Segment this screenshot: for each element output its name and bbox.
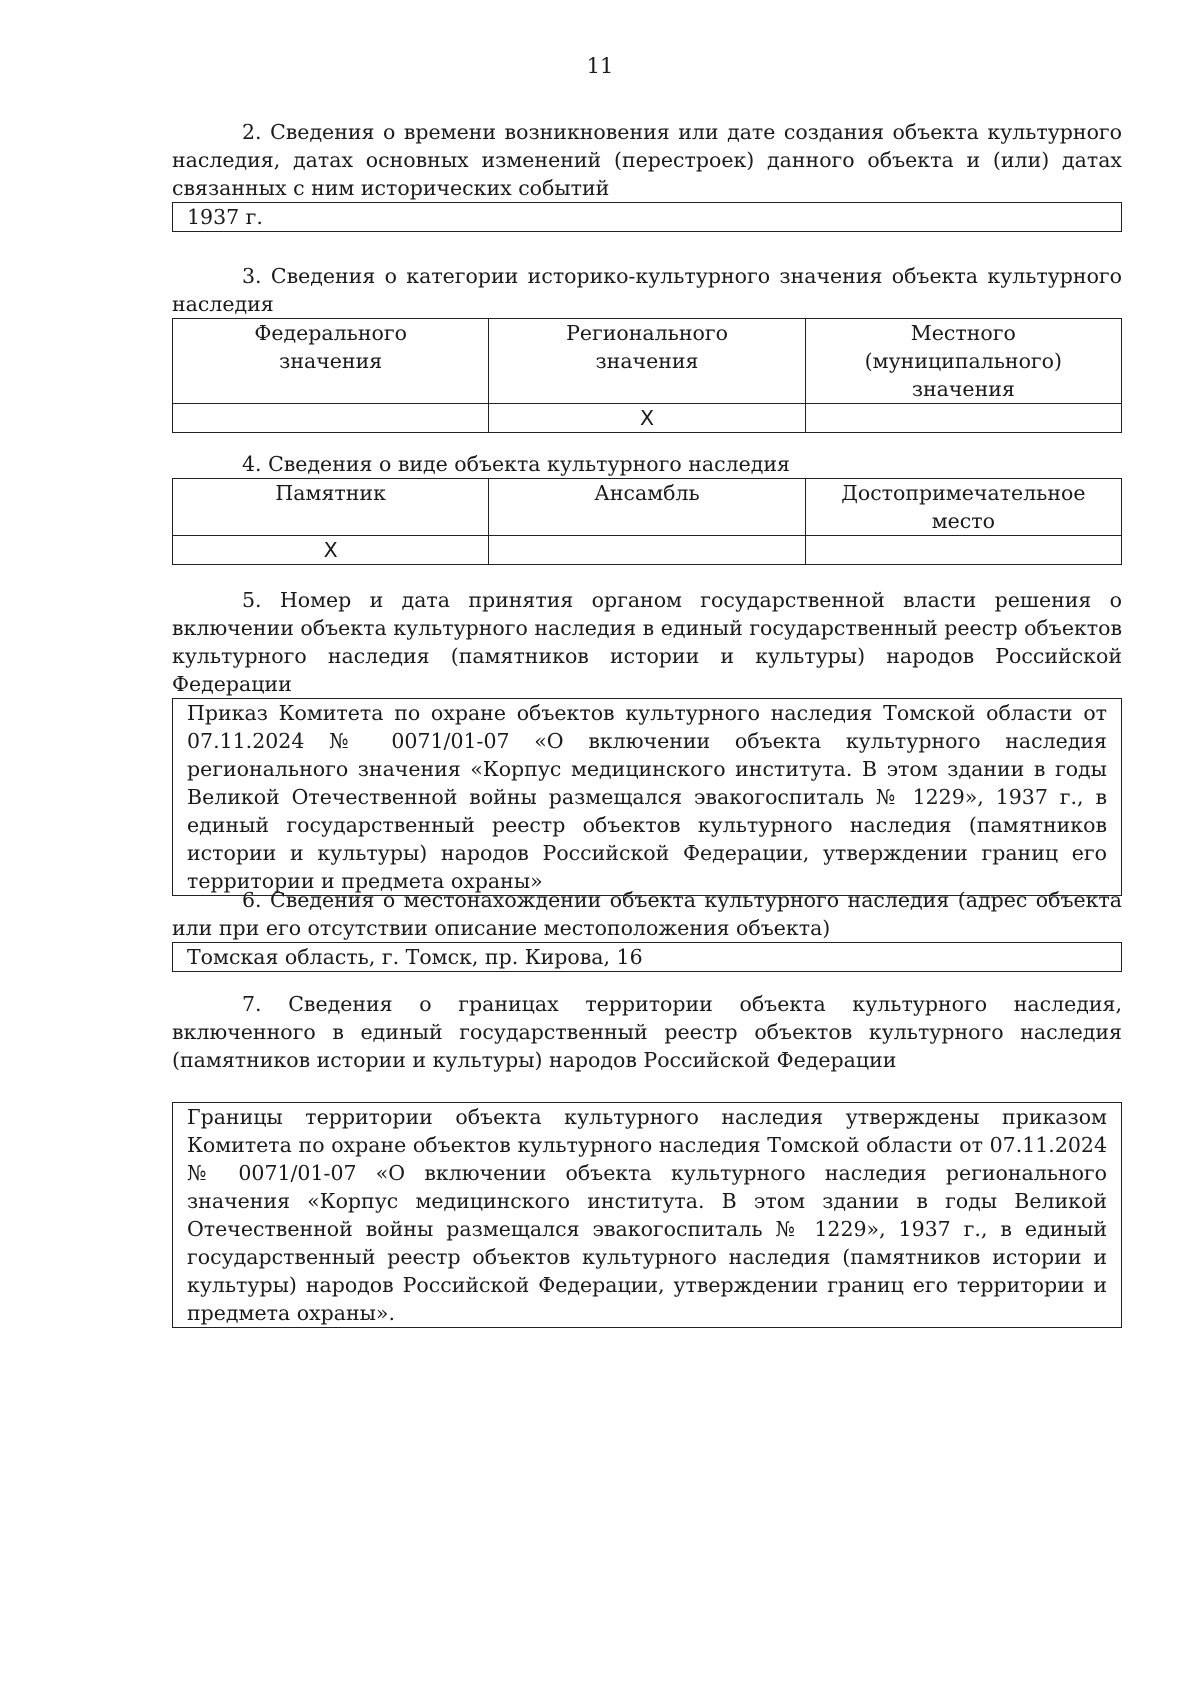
section-4-heading: 4. Сведения о виде объекта культурного наследия xyxy=(242,452,790,476)
section-4-col-monument-header: Памятник xyxy=(173,479,489,536)
section-4-col-ensemble-mark xyxy=(489,536,805,565)
section-5-value-box: Приказ Комитета по охране объектов культурного наследия Томской области от 07.11.2024 № 0071/01-07 «О включении объекта культурного наследия регионального значения «Корпус медицинского института. В этом здании в годы Великой Отечественной войны размещался эвакогоспиталь № 1229», 1937 г., в единый государственный реестр объектов культурного наследия (памятников истории и культуры) народов Российской Федерации, утверждении границ его территории и предмета охраны» xyxy=(172,698,1122,896)
section-4-col-landmark-mark xyxy=(805,536,1121,565)
page-number: 11 xyxy=(586,54,614,78)
section-4-col-landmark-header: Достопримечательное место xyxy=(805,479,1121,536)
section-4-col-monument-mark: Х xyxy=(173,536,489,565)
section-7-value-box: Границы территории объекта культурного наследия утверждены приказом Комитета по охране объектов культурного наследия Томской области от 07.11.2024 № 0071/01-07 «О включении объекта культурного наследия регионального значения «Корпус медицинского института. В этом здании в годы Великой Отечественной войны размещался эвакогоспиталь № 1229», 1937 г., в единый государственный реестр объектов культурного наследия (памятников истории и культуры) народов Российской Федерации, утверждении границ его территории и предмета охраны». xyxy=(172,1102,1122,1328)
section-4-table xyxy=(172,478,1122,565)
section-2-heading: 2. Сведения о времени возникновения или дате создания объекта культурного наследия, датах основных изменений (перестроек) данного объекта и (или) датах связанных с ним исторических событий xyxy=(172,120,1122,200)
section-2 xyxy=(172,118,1122,232)
section-2-value-box: 1937 г. xyxy=(172,202,1122,232)
section-7-heading: 7. Сведения о границах территории объекта культурного наследия, включенного в единый государственный реестр объектов культурного наследия (памятников истории и культуры) народов Российской Федерации xyxy=(172,992,1122,1072)
section-3-col-federal-mark xyxy=(173,404,489,433)
section-3-heading: 3. Сведения о категории историко-культурного значения объекта культурного наследия xyxy=(172,264,1122,316)
section-5-heading: 5. Номер и дата принятия органом государственной власти решения о включении объекта культурного наследия в единый государственный реестр объектов культурного наследия (памятников истории и культуры) народов Российской Федерации xyxy=(172,588,1122,696)
section-3-col-federal-header: Федерального значения xyxy=(173,319,489,404)
section-3-table xyxy=(172,318,1122,433)
section-6 xyxy=(172,886,1122,972)
section-4-col-ensemble-header: Ансамбль xyxy=(489,479,805,536)
section-3-col-local-mark xyxy=(805,404,1121,433)
section-6-value-box: Томская область, г. Томск, пр. Кирова, 16 xyxy=(172,942,1122,972)
section-3-col-local-header: Местного (муниципального) значения xyxy=(805,319,1121,404)
section-3-col-regional-mark: Х xyxy=(489,404,805,433)
section-7 xyxy=(172,990,1122,1328)
section-3-col-regional-header: Регионального значения xyxy=(489,319,805,404)
section-5 xyxy=(172,586,1122,896)
section-6-heading: 6. Сведения о местонахождении объекта культурного наследия (адрес объекта или при его отсутствии описание местоположения объекта) xyxy=(172,888,1122,940)
section-4 xyxy=(172,450,1122,565)
section-3 xyxy=(172,262,1122,433)
